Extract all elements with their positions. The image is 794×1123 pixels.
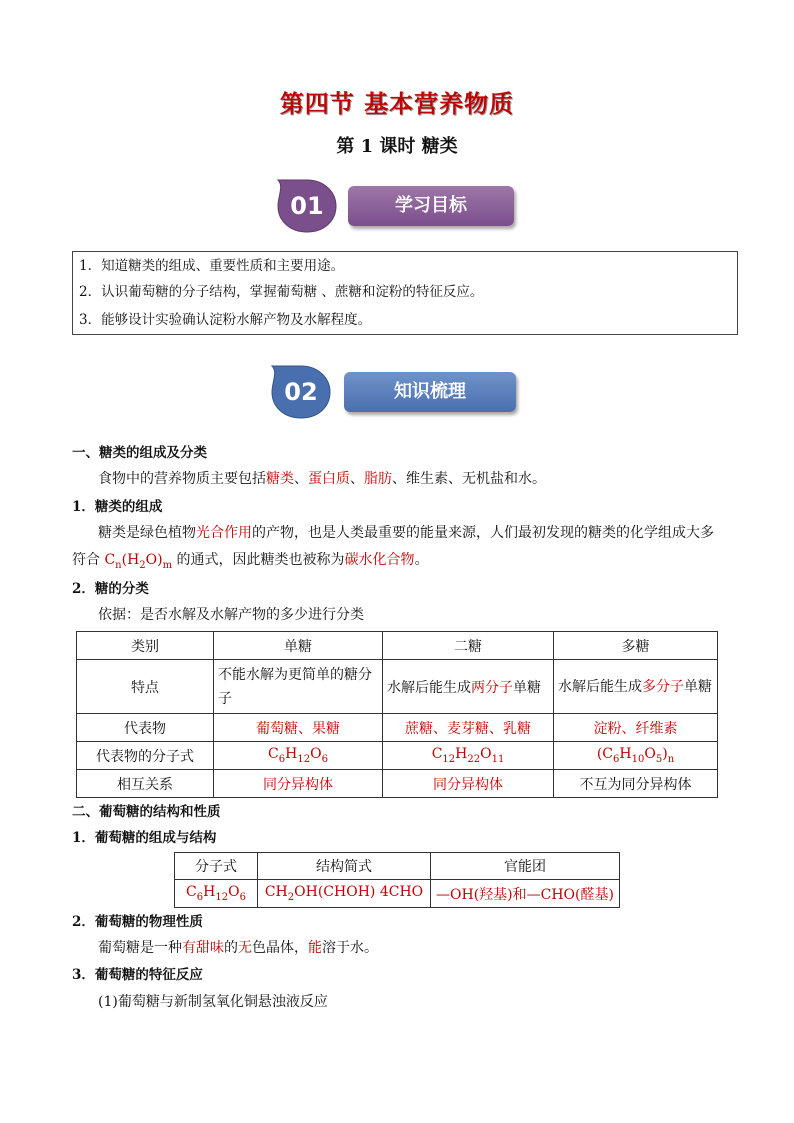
text: 色晶体， [252,940,308,956]
section-badge-01 [276,178,338,234]
table-row [77,770,718,798]
keyword: 无 [238,940,252,956]
keyword: 能 [308,940,322,956]
table-row [77,742,718,770]
table-cell: 代表物 [77,714,214,742]
table-header: 单糖 [214,632,383,660]
text: 葡萄糖是一种 [98,940,182,956]
section-label-goals: 学习目标 [348,186,514,226]
keyword: 多分子 [642,678,684,695]
text: 水解后能生成 [558,678,642,695]
table-cell: 同分异构体 [214,770,383,798]
table-cell: 不互为同分异构体 [554,770,718,798]
badge-number: 02 [284,378,318,406]
page-subtitle: 第 1 课时 糖类 [336,136,458,157]
table-cell: —OH(羟基)和—CHO(醛基) [431,880,620,908]
section-badge-02 [270,364,332,420]
keyword: 光合作用 [196,525,252,541]
table-header: 官能团 [431,853,620,880]
keyword: 两分子 [471,679,513,696]
text: 水解后能生成 [387,679,471,696]
keyword: 蛋白质 [308,471,350,487]
page-title: 第四节 基本营养物质 [279,90,515,118]
composition-line1 [98,522,714,542]
table-cell: 葡萄糖、果糖 [214,714,383,742]
badge-number: 01 [290,192,324,220]
table-cell: $(C_6H_{10}O_5)_n$ [554,742,718,770]
text: 食物中的营养物质主要包括 [98,471,266,487]
table-cell: 相互关系 [77,770,214,798]
text: 单糖 [684,678,712,695]
composition-line2 [72,549,429,571]
table-cell: 蔗糖、麦芽糖、乳糖 [383,714,554,742]
table-cell: 同分异构体 [383,770,554,798]
table-header: 二糖 [383,632,554,660]
classification-basis: 依据：是否水解及水解产物的多少进行分类 [98,607,364,623]
table-cell: 不能水解为更简单的糖分子 [214,660,383,714]
table-row [77,660,718,714]
table-header: 类别 [77,632,214,660]
table-cell: 特点 [77,660,214,714]
table-row [175,880,620,908]
text: 符合 [72,552,105,568]
goals-box [72,251,738,335]
keyword: 脂肪 [364,471,392,487]
sub-heading: 2．葡萄糖的物理性质 [72,914,203,930]
table-row [175,853,620,880]
sub-heading: 3．葡萄糖的特征反应 [72,967,203,983]
glucose-table [174,852,620,908]
text: 、维生素、无机盐和水。 [392,471,546,487]
table-header: 分子式 [175,853,258,880]
keyword: 碳水化合物 [344,552,415,568]
sub-heading: 1．糖类的组成 [72,499,163,515]
physical-property-text [98,937,378,957]
reaction-item: (1)葡萄糖与新制氢氧化铜悬浊液反应 [98,994,328,1010]
text: 。 [414,552,429,568]
keyword: 有甜味 [182,940,224,956]
table-cell: $C_6H_{12}O_6$ [214,742,383,770]
table-header: 多糖 [554,632,718,660]
text: 的通式，因此糖类也被称为 [172,552,345,568]
sub-heading: 2．糖的分类 [72,581,149,597]
table-cell: 淀粉、纤维素 [554,714,718,742]
text: 的 [224,940,238,956]
goal-item: 3．能够设计实验确认淀粉水解产物及水解程度。 [79,312,372,328]
classification-table [76,631,718,798]
part2-heading: 二、葡萄糖的结构和性质 [72,804,221,820]
table-cell: $C_{12}H_{22}O_{11}$ [383,742,554,770]
sub-heading: 1．葡萄糖的组成与结构 [72,830,217,846]
table-cell: 代表物的分子式 [77,742,214,770]
part1-intro [98,468,546,488]
general-formula: $C_n(H_2O)_m$ [104,552,173,571]
text: 、 [294,471,308,487]
keyword: 糖类 [266,471,294,487]
goal-item: 2．认识葡萄糖的分子结构，掌握葡萄糖 、蔗糖和淀粉的特征反应。 [79,284,484,300]
table-cell [383,660,554,714]
table-row [77,632,718,660]
table-cell: $C_6H_{12}O_6$ [175,880,258,908]
part1-heading: 一、糖类的组成及分类 [72,445,207,461]
text: 、 [350,471,364,487]
text: 溶于水。 [322,940,378,956]
table-cell [554,660,718,714]
text: 单糖 [513,679,541,696]
table-cell: $CH_2OH(CHOH)$ 4CHO [258,880,431,908]
goal-item: 1．知道糖类的组成、重要性质和主要用途。 [79,258,345,274]
table-row [77,714,718,742]
text: 的产物，也是人类最重要的能量来源，人们最初发现的糖类的化学组成大多 [252,525,714,541]
text: 糖类是绿色植物 [98,525,196,541]
section-label-knowledge: 知识梳理 [344,372,516,412]
table-header: 结构简式 [258,853,431,880]
